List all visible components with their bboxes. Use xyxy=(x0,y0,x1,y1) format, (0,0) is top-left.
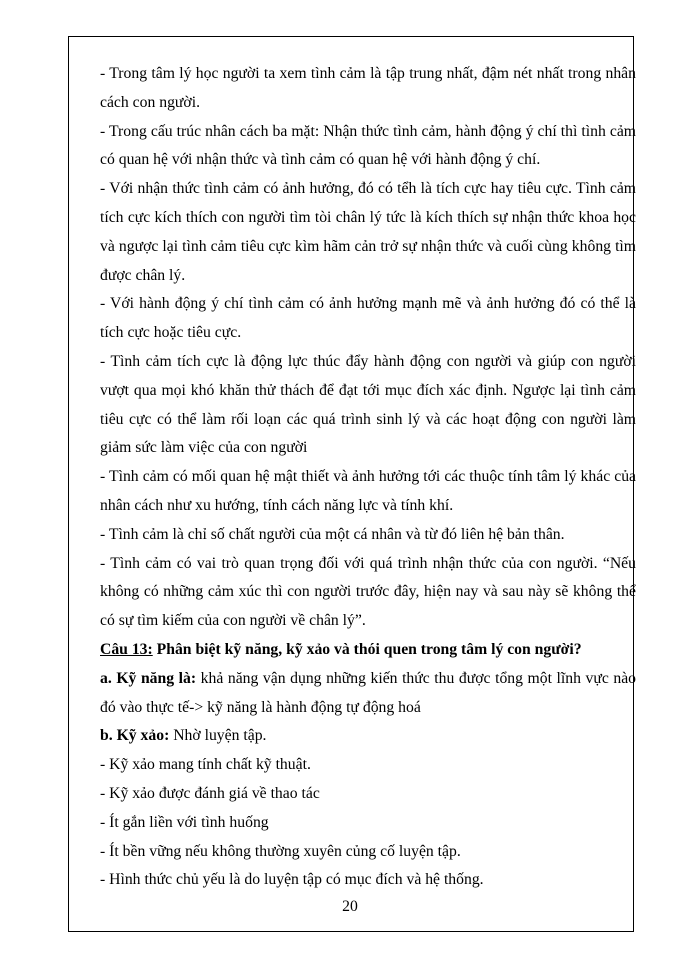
paragraph: - Với hành động ý chí tình cảm có ảnh hưởng mạnh mẽ và ảnh hưởng đó có thể là tích cực hoặc tiêu cực. xyxy=(100,295,636,342)
paragraph: - Với nhận thức tình cảm có ảnh hưởng, đó có tểh là tích cực hay tiêu cực. Tình cảm tích cực kích thích con người tìm tòi chân lý tức là kích thích sự nhận thức khoa học và ngược lại tình cảm tiêu cực kìm hãm cản trở sự nhận thức và cuối cùng không tìm được chân lý. xyxy=(100,180,636,284)
list-item: - Ít bền vững nếu không thường xuyên củng cố luyện tập. xyxy=(100,842,461,860)
paragraph: - Tình cảm là chỉ số chất người của một cá nhân và từ đó liên hệ bản thân. xyxy=(100,525,565,543)
paragraph: - Trong cấu trúc nhân cách ba mặt: Nhận thức tình cảm, hành động ý chí thì tình cảm có quan hệ với nhận thức và tình cảm có quan hệ với hành động ý chí. xyxy=(100,122,636,169)
page-number: 20 xyxy=(342,898,358,915)
question-heading xyxy=(100,636,636,665)
list-item: - Hình thức chủ yếu là do luyện tập có mục đích và hệ thống. xyxy=(100,871,484,889)
list-item: - Kỹ xảo được đánh giá về thao tác xyxy=(100,784,320,802)
paragraph: - Tình cảm có vai trò quan trọng đối với quá trình nhận thức của con người. “Nếu không có những cảm xúc thì con người trước đây, hiện nay và sau này sẽ không thể có sự tìm kiếm của con người về chân lý”. xyxy=(100,554,636,630)
paragraph: - Tình cảm có mối quan hệ mật thiết và ảnh hưởng tới các thuộc tính tâm lý khác của nhân cách như xu hướng, tính cách năng lực và tính khí. xyxy=(100,468,636,514)
document-body xyxy=(100,60,636,895)
section-b-text: Nhờ luyện tập. xyxy=(169,727,267,745)
section-a-text: khả năng vận dụng những kiến thức thu được tổng một lĩnh vực nào đó vào thực tế-> kỹ năng là hành động tự động hoá xyxy=(100,669,636,716)
section-a xyxy=(100,665,636,723)
section-a-label: a. Kỹ năng là: xyxy=(100,669,197,687)
section-b xyxy=(100,722,636,751)
question-text: Phân biệt kỹ năng, kỹ xảo và thói quen trong tâm lý con người? xyxy=(152,640,582,658)
paragraph: - Trong tâm lý học người ta xem tình cảm là tập trung nhất, đậm nét nhất trong nhân cách con người. xyxy=(100,65,636,111)
question-label: Câu 13: xyxy=(100,640,153,658)
list-item: - Ít gắn liền với tình huống xyxy=(100,813,269,831)
list-item: - Kỹ xảo mang tính chất kỹ thuật. xyxy=(100,756,311,774)
section-b-label: b. Kỹ xảo: xyxy=(100,727,170,745)
paragraph: - Tình cảm tích cực là động lực thúc đẩy hành động con người và giúp con người vượt qua mọi khó khăn thử thách để đạt tới mục đích xác định. Ngược lại tình cảm tiêu cực có thể làm rối loạn các quá trình sinh lý và các hoạt động con người làm giảm sức làm việc của con người xyxy=(100,352,636,457)
